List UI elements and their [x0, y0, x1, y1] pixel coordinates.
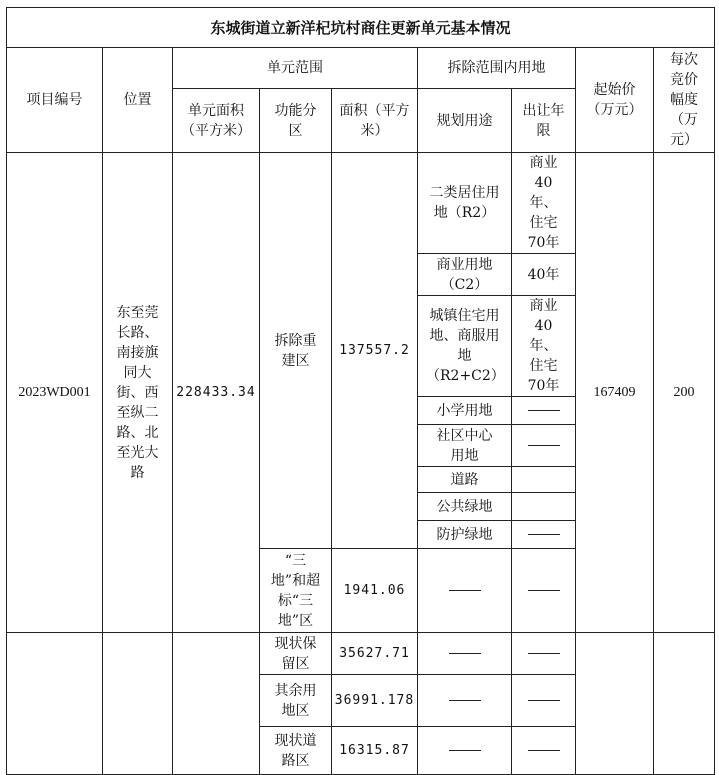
retain-lease-term [512, 633, 576, 675]
zone-road-name: 现状道路区 [260, 727, 332, 775]
zone-demolition-area: 137557.2 [332, 153, 418, 549]
lease-term-protective-green [512, 521, 576, 549]
header-function-zone: 功能分区 [260, 89, 332, 153]
land-use-road: 道路 [418, 467, 512, 493]
lease-term-r2-c2: 商业40年、住宅70年 [512, 296, 576, 397]
dash-mark [449, 590, 481, 591]
lower-location-cell [103, 633, 173, 775]
dash-mark [449, 700, 481, 701]
header-start-price: 起始价（万元） [576, 48, 654, 153]
lease-term-public-green [512, 493, 576, 521]
lower-increment-cell [654, 633, 715, 775]
dash-mark [528, 410, 560, 411]
land-use-public-green: 公共绿地 [418, 493, 512, 521]
road-planned-use [418, 727, 512, 775]
retain-planned-use [418, 633, 512, 675]
project-location: 东至莞长路、南接旗同大街、西至纵二路、北至光大路 [103, 153, 173, 633]
header-lease-term: 出让年限 [512, 89, 576, 153]
basic-info-table [6, 7, 715, 775]
zone-other-name: 其余用地区 [260, 675, 332, 727]
land-use-community-center: 社区中心用地 [418, 425, 512, 467]
header-unit-area: 单元面积（平方米） [173, 89, 260, 153]
zone-other-area: 36991.178 [332, 675, 418, 727]
dash-mark [449, 750, 481, 751]
zone-retain-name: 现状保留区 [260, 633, 332, 675]
header-demolition-land: 拆除范围内用地 [418, 48, 576, 89]
land-use-c2: 商业用地（C2） [418, 254, 512, 296]
lease-term-r2: 商业40年、住宅70年 [512, 153, 576, 254]
start-price-value: 167409 [576, 153, 654, 633]
zone-retain-area: 35627.71 [332, 633, 418, 675]
land-use-r2: 二类居住用地（R2） [418, 153, 512, 254]
header-planned-use: 规划用途 [418, 89, 512, 153]
land-use-r2-c2: 城镇住宅用地、商服用地（R2+C2） [418, 296, 512, 397]
dash-mark [528, 590, 560, 591]
land-use-protective-green: 防护绿地 [418, 521, 512, 549]
zone-road-area: 16315.87 [332, 727, 418, 775]
zone-three-old-area: 1941.06 [332, 549, 418, 633]
header-increment: 每次竞价幅度（万元） [654, 48, 715, 153]
land-use-primary-school: 小学用地 [418, 397, 512, 425]
unit-area-value: 228433.34 [173, 153, 260, 633]
dash-mark [528, 653, 560, 654]
other-planned-use [418, 675, 512, 727]
header-location: 位置 [103, 48, 173, 153]
lease-term-road [512, 467, 576, 493]
dash-mark [528, 534, 560, 535]
lease-term-primary-school [512, 397, 576, 425]
header-unit-scope: 单元范围 [173, 48, 418, 89]
dash-mark [528, 445, 560, 446]
dash-mark [449, 653, 481, 654]
header-area: 面积（平方米） [332, 89, 418, 153]
lower-project-id-cell [7, 633, 103, 775]
table-title: 东城街道立新洋杞坑村商住更新单元基本情况 [7, 8, 715, 48]
lower-unit-area-cell [173, 633, 260, 775]
dash-mark [528, 750, 560, 751]
three-old-lease-term [512, 549, 576, 633]
zone-three-old-name: “三地”和超标“三地”区 [260, 549, 332, 633]
lower-start-price-cell [576, 633, 654, 775]
dash-mark [528, 700, 560, 701]
header-project-no: 项目编号 [7, 48, 103, 153]
three-old-planned-use [418, 549, 512, 633]
lease-term-c2: 40年 [512, 254, 576, 296]
zone-demolition-name: 拆除重建区 [260, 153, 332, 549]
lease-term-community-center [512, 425, 576, 467]
project-id: 2023WD001 [7, 153, 103, 633]
other-lease-term [512, 675, 576, 727]
road-lease-term [512, 727, 576, 775]
increment-value: 200 [654, 153, 715, 633]
